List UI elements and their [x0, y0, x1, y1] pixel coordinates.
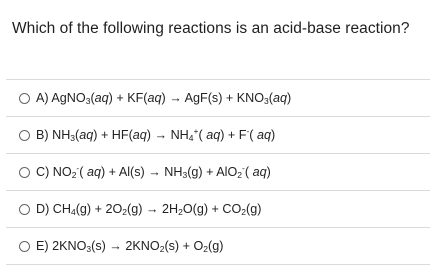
answer-options [6, 79, 430, 265]
option-e-label: E) $2KNO_3(s) \to 2KNO_2(s) + O_2(g)$ [36, 239, 224, 254]
option-b-label: B) $NH_3(aq) + HF(aq) \to NH_4^+$( aq) + F-( aq) [36, 126, 276, 143]
option-d[interactable] [6, 190, 430, 227]
radio-button-d[interactable] [19, 204, 30, 215]
option-b[interactable] [6, 116, 430, 153]
option-d-label: D) $CH_4(g) + 2O_2(g) \to 2H_2O(g) + CO_2(g)$ [36, 202, 262, 217]
question-text: Which of the following reactions is an acid-base reaction? [12, 20, 410, 37]
option-e[interactable] [6, 227, 430, 265]
option-c-label: C) $NO_2^-$( $aq) + Al(s) \to NH_3(g) + AlO_2^-$( aq) [36, 163, 271, 180]
radio-button-e[interactable] [19, 241, 30, 252]
option-a[interactable] [6, 79, 430, 116]
radio-button-a[interactable] [19, 93, 30, 104]
radio-button-b[interactable] [19, 130, 30, 141]
radio-button-c[interactable] [19, 167, 30, 178]
option-c[interactable] [6, 153, 430, 190]
option-a-label: A) AgNO$_3$(aq) + $KF(aq) \to AgF(s) + KNO_3(aq)$ [36, 91, 292, 106]
